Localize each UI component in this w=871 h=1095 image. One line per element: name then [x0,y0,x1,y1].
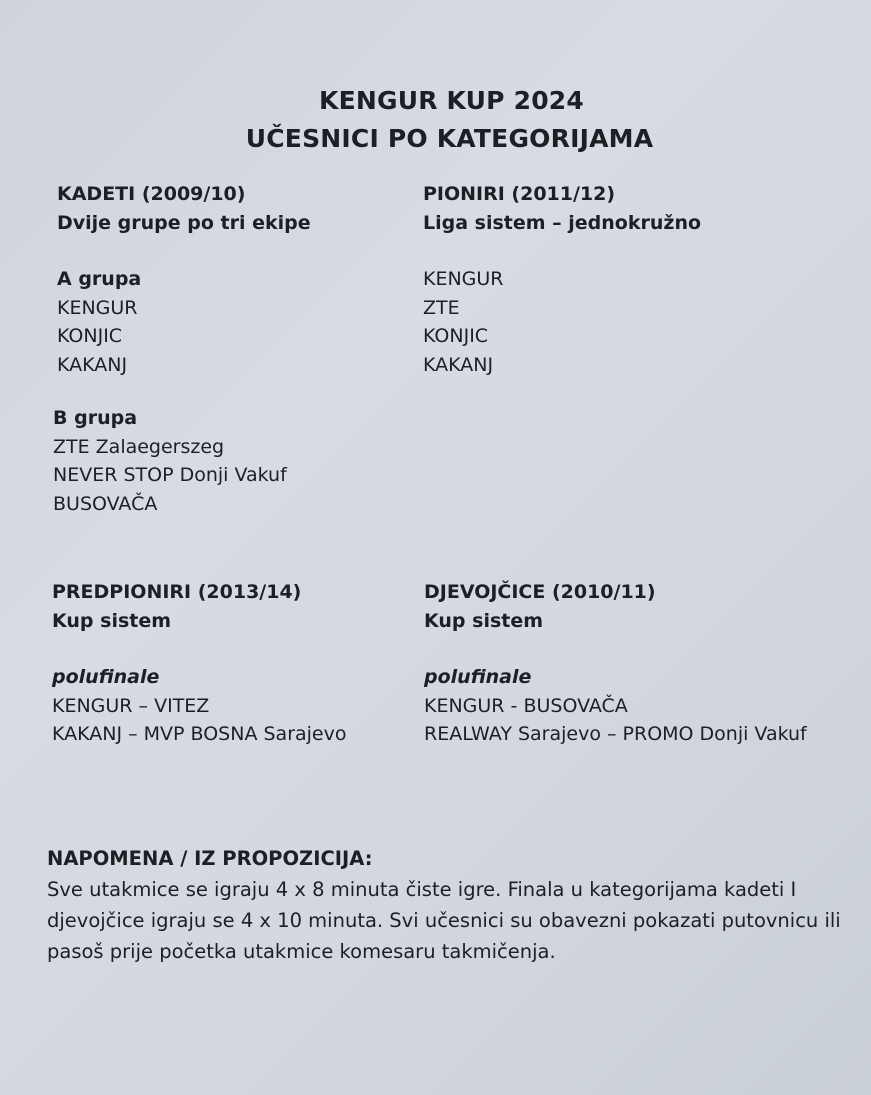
list-item: ZTE [423,296,460,319]
note-line: Sve utakmice se igraju 4 x 8 minuta čiste igre. Finala u kategorijama kadeti I [47,878,797,901]
note-heading: NAPOMENA / IZ PROPOZICIJA: [47,847,373,870]
document-subtitle: UČESNICI PO KATEGORIJAMA [245,124,654,153]
predpioniri-heading: PREDPIONIRI (2013/14) [52,581,302,603]
list-item: KENGUR [57,296,138,319]
list-item: REALWAY Sarajevo – PROMO Donji Vakuf [424,723,807,745]
predpioniri-stage: polufinale [52,666,160,688]
kadeti-section [57,180,311,379]
list-item: KENGUR - BUSOVAČA [424,694,628,717]
group-a-label: A grupa [57,268,142,290]
djevojcice-section [424,578,807,749]
list-item: KONJIC [423,325,489,347]
kadeti-system: Dvije grupe po tri ekipe [57,211,311,234]
list-item: KAKANJ [57,353,128,376]
list-item: NEVER STOP Donji Vakuf [53,464,287,486]
djevojcice-stage: polufinale [424,666,532,688]
list-item: KAKANJ [423,353,494,376]
group-b-label: B grupa [53,407,138,429]
list-item: ZTE Zalaegerszeg [53,435,225,458]
note-section [47,843,857,967]
group-b-section [53,404,287,518]
predpioniri-section [52,578,347,749]
djevojcice-heading: DJEVOJČICE (2010/11) [424,581,656,603]
list-item: KENGUR – VITEZ [52,694,210,717]
list-item: BUSOVAČA [53,492,158,515]
predpioniri-system: Kup sistem [52,609,172,632]
djevojcice-system: Kup sistem [424,609,544,632]
document-title: KENGUR KUP 2024 [319,86,584,115]
note-line: djevojčice igraju se 4 x 10 minuta. Svi učesnici su obavezni pokazati putovnicu ili [47,909,841,932]
list-item: KAKANJ – MVP BOSNA Sarajevo [52,723,347,745]
list-item: KONJIC [57,325,123,347]
pioniri-system: Liga sistem – jednokružno [423,211,702,234]
pioniri-section [423,180,701,379]
note-line: pasoš prije početka utakmice komesaru takmičenja. [47,940,556,963]
kadeti-heading: KADETI (2009/10) [57,183,246,205]
list-item: KENGUR [423,268,504,290]
pioniri-heading: PIONIRI (2011/12) [423,183,616,205]
